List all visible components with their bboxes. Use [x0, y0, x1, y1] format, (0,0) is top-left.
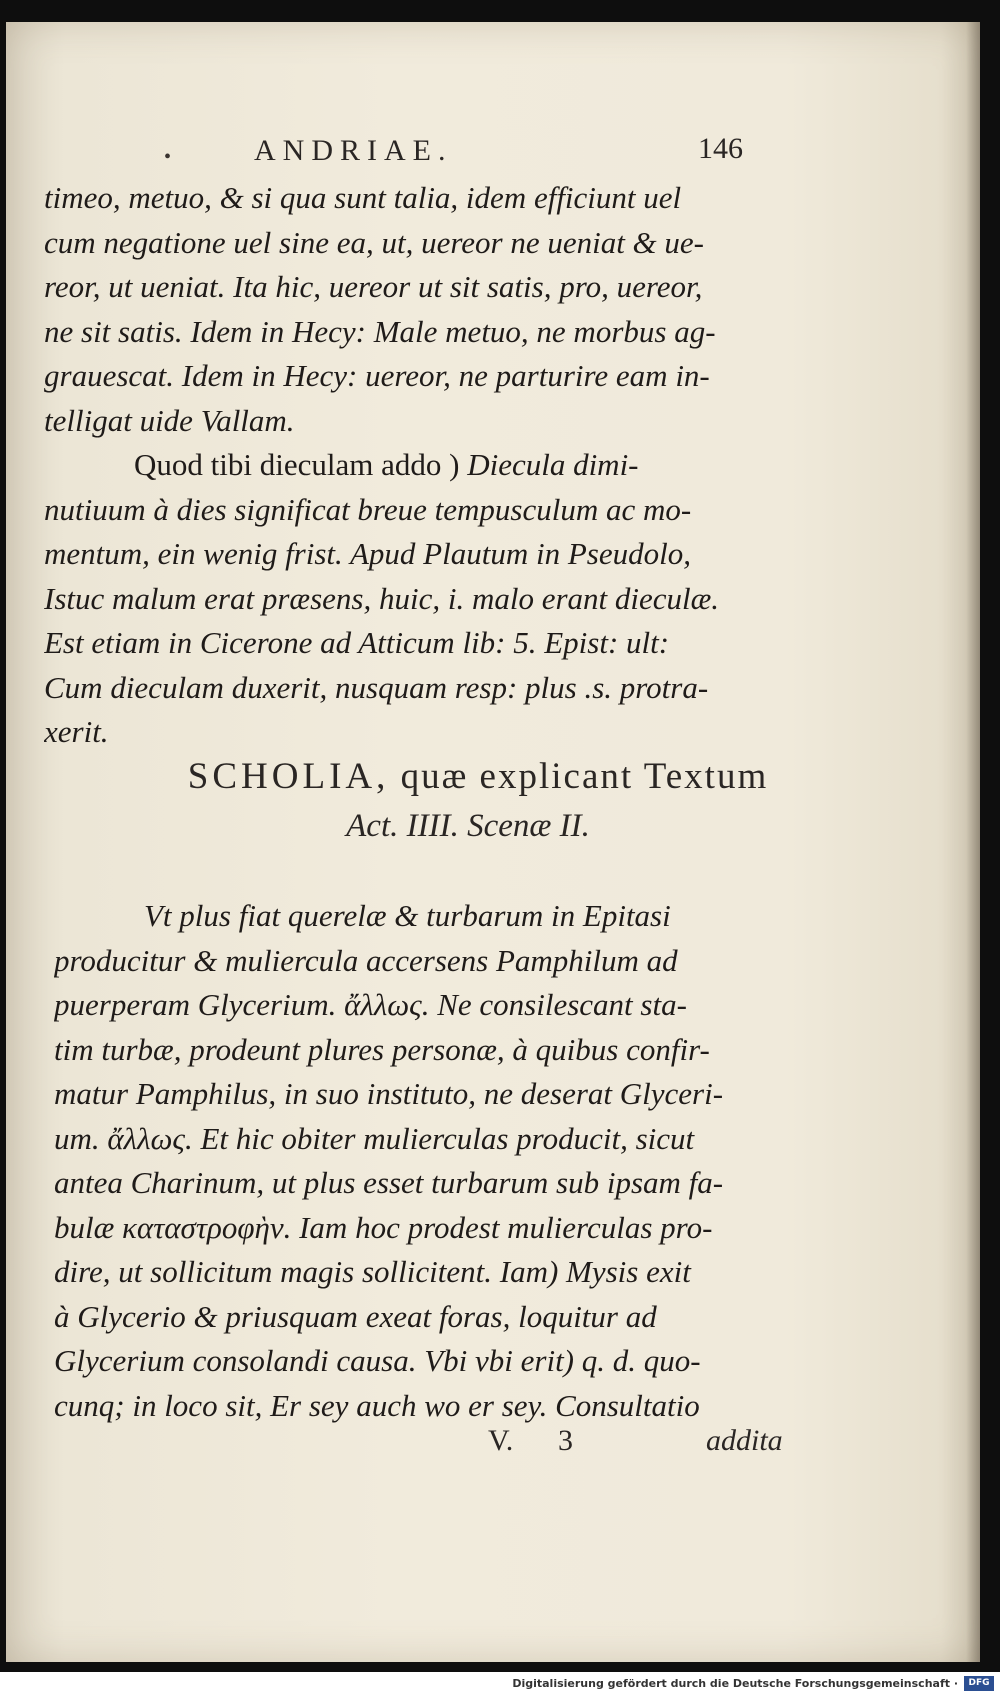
book-page: [6, 22, 980, 1662]
running-head-ornament: •: [164, 146, 172, 168]
text-line: dire, ut sollicitum magis sollicitent. Iam) Mysis exit: [54, 1254, 691, 1289]
lemma-gloss: Diecula dimi-: [467, 447, 639, 482]
text-line: ne sit satis. Idem in Hecy: Male metuo, ne morbus ag-: [44, 313, 716, 349]
text-line: telligat uide Vallam.: [44, 402, 295, 438]
text-line: Istuc malum erat præsens, huic, i. malo erant dieculæ.: [44, 580, 720, 616]
running-title: ANDRIAE.: [254, 134, 453, 167]
commentary-text: [44, 176, 760, 755]
scholia-paragraph: [54, 894, 770, 1428]
text-line: um. ἄλλως. Et hic obiter mulierculas producit, sicut: [54, 1120, 695, 1156]
section-heading: [6, 752, 880, 850]
commentary-paragraph: [44, 176, 760, 443]
heading-subtitle: quæ explicant Textum: [400, 756, 769, 797]
text-line: grauescat. Idem in Hecy: uereor, ne parturire eam in-: [44, 358, 710, 393]
text-line: matur Pamphilus, in suo instituto, ne deserat Glyceri-: [54, 1076, 724, 1111]
running-head: [6, 134, 980, 174]
text-line: puerperam Glycerium. ἄλλως. Ne consilescant sta-: [54, 987, 687, 1022]
text-line: Vt plus fiat querelæ & turbarum in Epitasi: [144, 898, 671, 933]
page-number: 146: [698, 132, 743, 165]
catchword: addita: [706, 1424, 783, 1457]
lemma-text: Quod tibi dieculam addo ): [134, 447, 460, 482]
text-line: Est etiam in Cicerone ad Atticum lib: 5. Epist: ult:: [44, 625, 670, 660]
text-line: Glycerium consolandi causa. Vbi vbi erit) q. d. quo-: [54, 1343, 701, 1378]
text-line: reor, ut ueniat. Ita hic, uereor ut sit satis, pro, uereor,: [44, 269, 703, 304]
text-line: à Glycerio & priusquam exeat foras, loquitur ad: [54, 1298, 657, 1334]
footer-strip: [0, 1672, 1000, 1697]
text-line: mentum, ein wenig frist. Apud Plautum in Pseudolo,: [44, 536, 691, 571]
heading-line-1: [76, 752, 880, 802]
catchline: [6, 1424, 980, 1464]
text-line: xerit.: [44, 714, 109, 749]
lemma-line: [44, 443, 760, 488]
dfg-logo-icon: DFG: [964, 1676, 994, 1691]
signature-number: 3: [558, 1424, 573, 1457]
signature-mark: V.: [488, 1424, 514, 1457]
text-line: antea Charinum, ut plus esset turbarum sub ipsam fa-: [54, 1165, 724, 1200]
text-line: timeo, metuo, & si qua sunt talia, idem efficiunt uel: [44, 180, 682, 215]
text-line: cum negatione uel sine ea, ut, uereor ne ueniat & ue-: [44, 224, 705, 260]
heading-line-2: Act. IIII. Scenæ II.: [346, 808, 590, 844]
text-line: nutiuum à dies significat breue tempusculum ac mo-: [44, 491, 692, 527]
heading-scholia: SCHOLIA,: [187, 756, 390, 797]
lemma-paragraph: [44, 443, 760, 755]
text-line: tim turbæ, prodeunt plures personæ, à quibus confir-: [54, 1031, 710, 1067]
page-edge-shadow: [966, 22, 980, 1662]
text-line: cunq; in loco sit, Er sey auch wo er sey. Consultatio: [54, 1387, 700, 1423]
scholia-text: [54, 894, 770, 1428]
text-line: Cum dieculam duxerit, nusquam resp: plus .s. protra-: [44, 669, 709, 705]
text-line: bulæ καταστροφὴν. Iam hoc prodest mulierculas pro-: [54, 1209, 713, 1245]
text-line: producitur & muliercula accersens Pamphilum ad: [54, 942, 678, 978]
funding-credit: Digitalisierung gefördert durch die Deutsche Forschungsgemeinschaft ·: [512, 1677, 958, 1690]
